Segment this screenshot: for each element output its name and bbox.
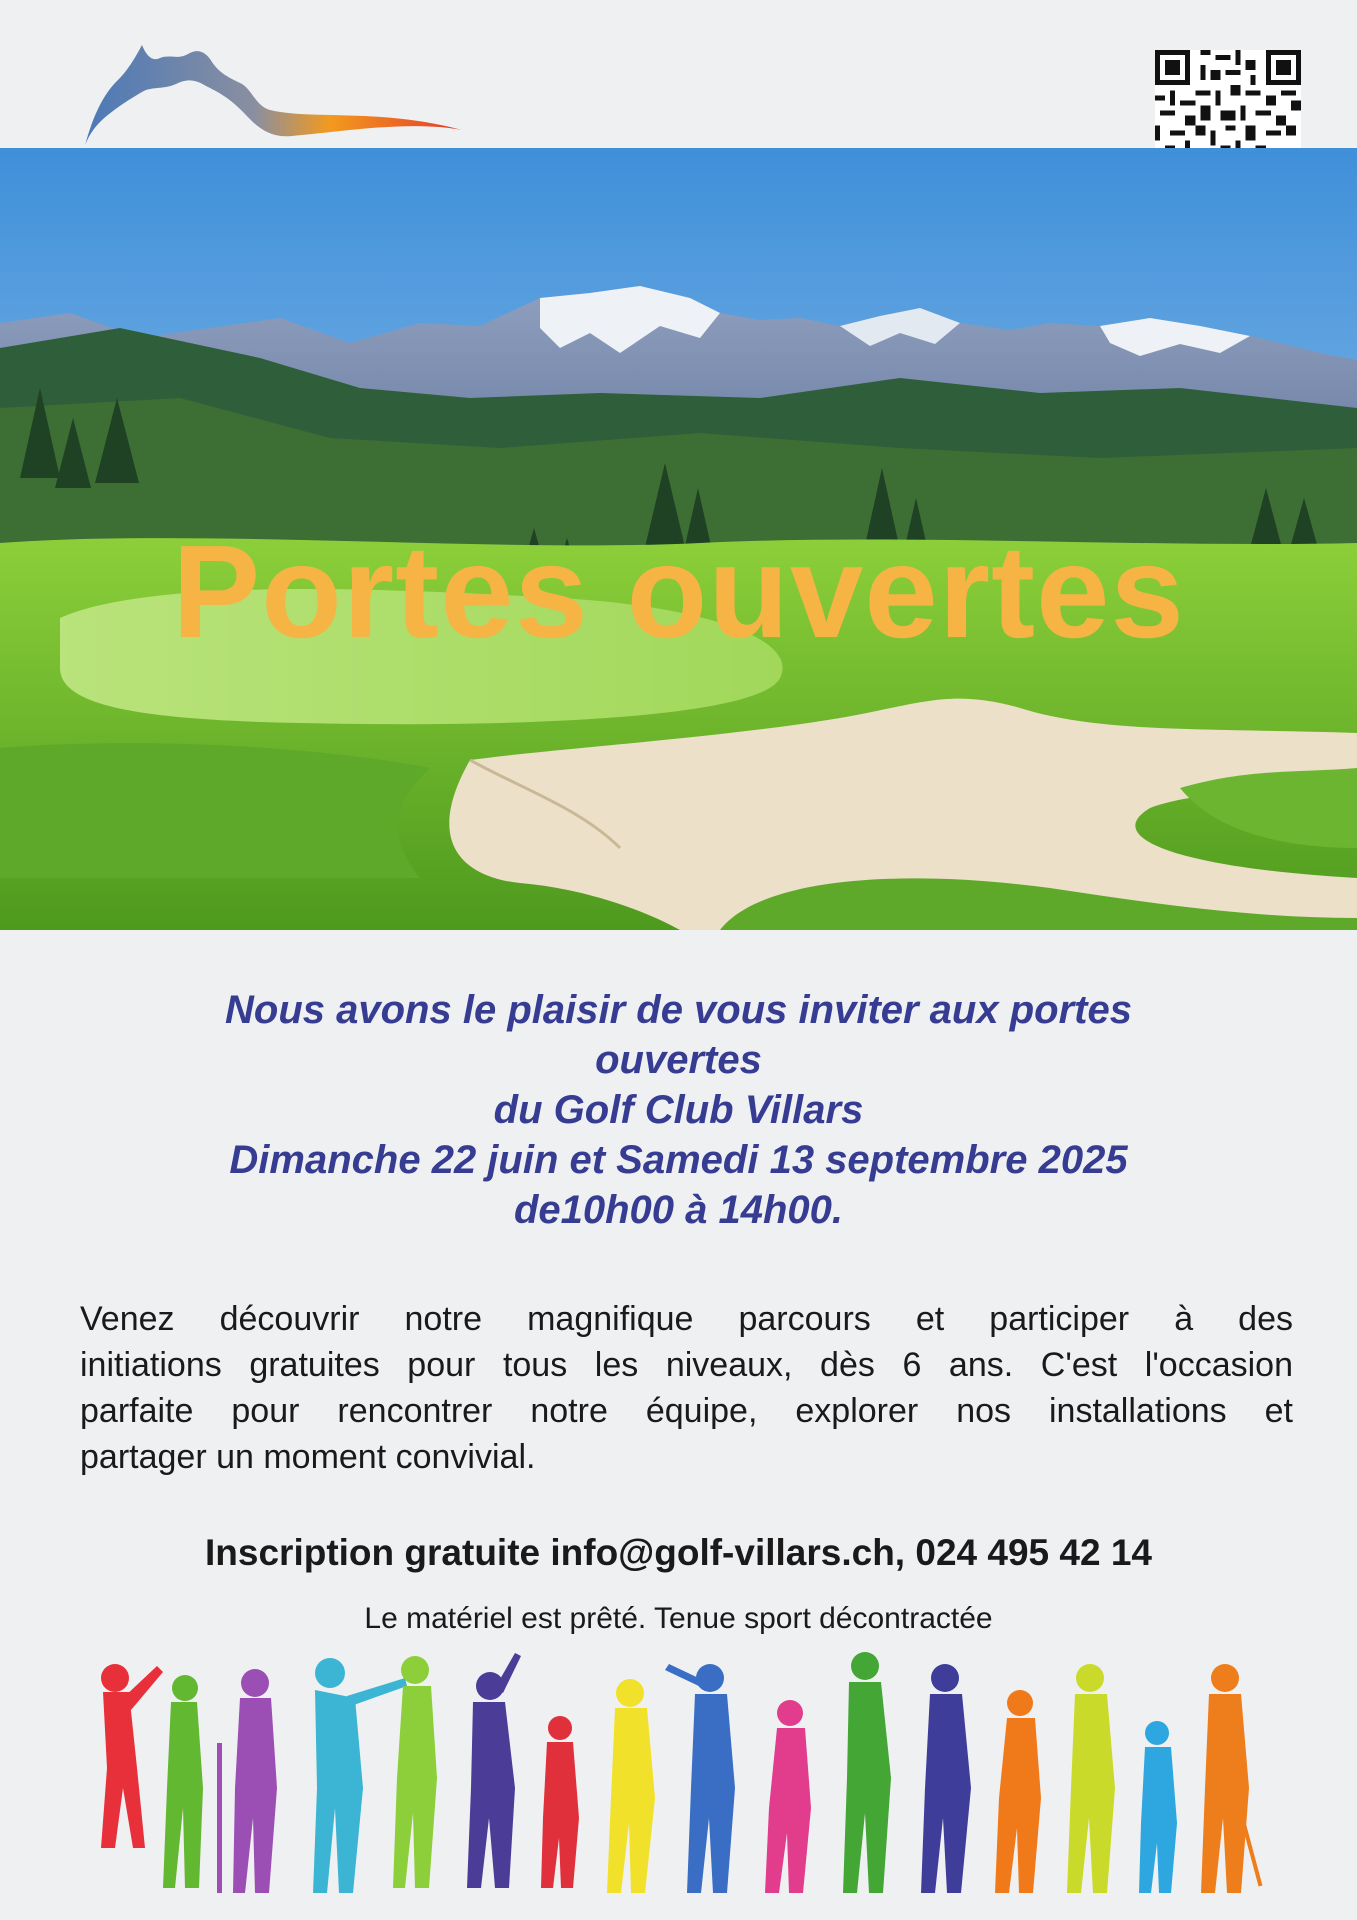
golfer-silhouette-red	[101, 1664, 163, 1848]
body-line: partager un moment convivial.	[80, 1438, 536, 1476]
golfer-silhouette-indigo	[467, 1653, 521, 1888]
golfer-silhouette-orange	[995, 1690, 1041, 1893]
invitation-line: ouvertes	[595, 1038, 762, 1082]
body-line: parfaite pour rencontrer notre équipe, explorer nos installations et	[80, 1392, 1293, 1430]
mountain-logo-icon	[80, 40, 480, 160]
invitation-block	[100, 985, 1257, 1235]
body-line: Venez découvrir notre magnifique parcours et participer à des	[80, 1300, 1293, 1338]
golfer-silhouette-skyblue-child	[1139, 1721, 1177, 1893]
body-line: initiations gratuites pour tous les niveaux, dès 6 ans. C'est l'occasion	[80, 1346, 1293, 1384]
invitation-dates: Dimanche 22 juin et Samedi 13 septembre 2025	[229, 1138, 1128, 1182]
hero-title: Portes ouvertes	[172, 518, 1185, 665]
golfer-silhouette-yellow	[607, 1679, 655, 1893]
golfer-silhouette-cyan	[313, 1658, 407, 1893]
invitation-hours: de10h00 à 14h00.	[513, 1188, 844, 1232]
golfer-silhouette-orange-2	[1201, 1664, 1262, 1893]
golfer-silhouette-red-child	[541, 1716, 579, 1888]
golfer-silhouette-magenta	[765, 1700, 811, 1893]
golfer-silhouette-green-2	[843, 1652, 891, 1893]
signup-contact[interactable]: Inscription gratuite info@golf-villars.ch, 024 495 42 14	[205, 1532, 1152, 1573]
golfer-silhouette-navy	[921, 1664, 971, 1893]
hero-landscape-image	[0, 148, 1357, 930]
golfer-silhouette-green	[163, 1675, 203, 1888]
invitation-line: Nous avons le plaisir de vous inviter aux portes	[225, 988, 1132, 1032]
golfer-silhouette-yellowgreen	[1067, 1664, 1115, 1893]
golfer-silhouette-blue	[665, 1664, 735, 1893]
invitation-club-line: du Golf Club Villars	[493, 1088, 864, 1132]
body-paragraph	[80, 1296, 1293, 1480]
golfer-silhouette-purple	[217, 1669, 277, 1893]
golfer-silhouettes	[85, 1648, 1285, 1910]
equipment-note: Le matériel est prêté. Tenue sport décontractée	[364, 1602, 993, 1635]
golfer-silhouette-lime	[393, 1656, 437, 1888]
